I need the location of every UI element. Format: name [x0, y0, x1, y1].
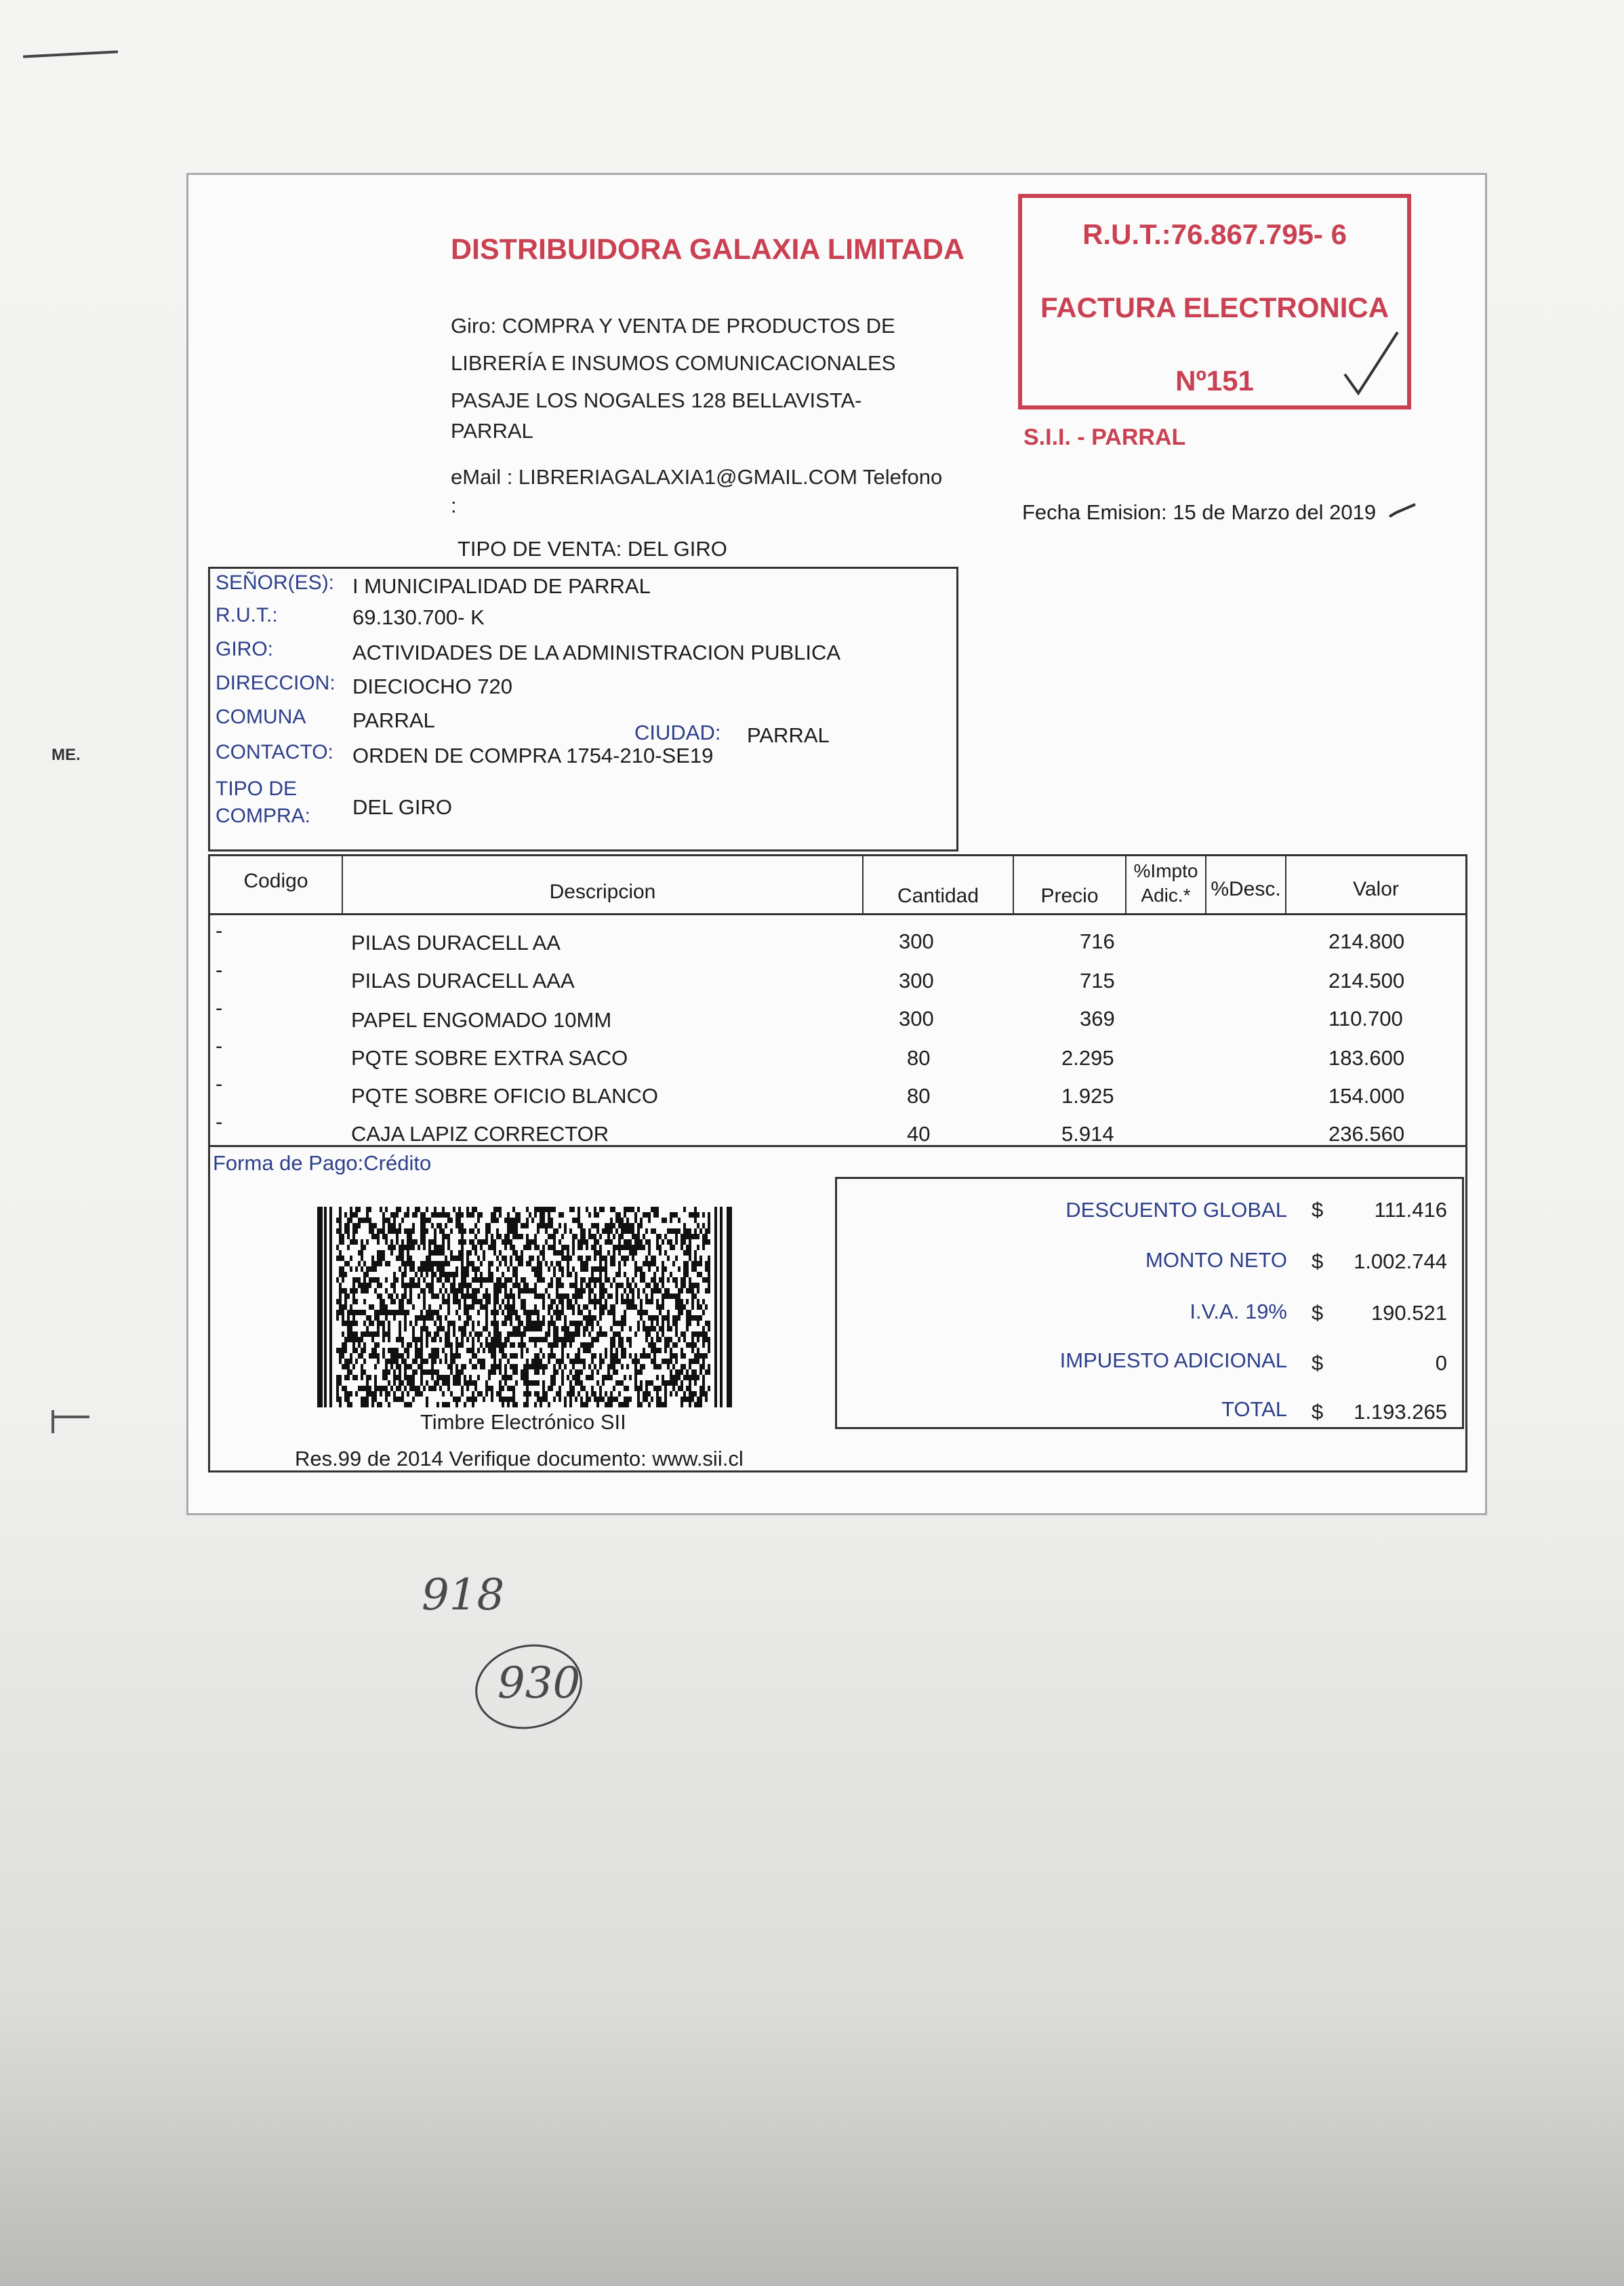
totals-box: DESCUENTO GLOBAL $ 111.416 MONTO NETO $ 1.002.744 I.V.A. 19% $ 190.521 IMPUESTO ADICIONAL $ 0 TOTAL $ 1.193.265 [835, 1177, 1464, 1429]
scan-mark-left [52, 1416, 89, 1418]
company-phone-line: : [451, 494, 457, 517]
margin-note: ME. [52, 746, 81, 764]
client-comuna: PARRAL [352, 708, 435, 732]
document-type: FACTURA ELECTRONICA [1040, 292, 1389, 323]
company-address-line1: PASAJE LOS NOGALES 128 BELLAVISTA- [451, 388, 862, 412]
client-giro: ACTIVIDADES DE LA ADMINISTRACION PUBLICA [352, 641, 841, 664]
company-name: DISTRIBUIDORA GALAXIA LIMITADA [451, 233, 965, 266]
scan-mark-top [23, 50, 118, 58]
client-city: PARRAL [747, 723, 830, 747]
sii-office: S.I.I. - PARRAL [1023, 424, 1186, 450]
client-giro-label: GIRO: [216, 638, 274, 660]
company-address-line2: PARRAL [451, 419, 533, 443]
document-id-box [1018, 194, 1411, 409]
client-contact-label: CONTACTO: [216, 741, 333, 763]
header-divider [210, 913, 1465, 915]
document-number: Nº151 [1175, 365, 1254, 397]
sale-type: TIPO DE VENTA: DEL GIRO [458, 537, 727, 561]
client-city-label: CIUDAD: [634, 721, 721, 744]
client-purchase-type: DEL GIRO [352, 795, 452, 819]
handwritten-note-930: 930 [498, 1658, 581, 1708]
company-email-line: eMail : LIBRERIAGALAXIA1@GMAIL.COM Telefono [451, 465, 943, 489]
date-checkmark-icon [1388, 502, 1417, 521]
client-purchase-type-label-1: TIPO DE [216, 778, 298, 800]
scan-mark-left-tick [52, 1410, 54, 1433]
company-giro-line1: Giro: COMPRA Y VENTA DE PRODUCTOS DE [451, 314, 895, 338]
issue-date: Fecha Emision: 15 de Marzo del 2019 [1022, 500, 1377, 524]
client-contact: ORDEN DE COMPRA 1754-210-SE19 [352, 744, 714, 767]
header-desc: %Desc. [1206, 856, 1286, 915]
handwritten-note-918: 918 [422, 1570, 505, 1620]
client-address: DIECIOCHO 720 [352, 675, 513, 698]
header-descripcion: Descripcion [343, 856, 864, 915]
header-precio: Precio [1014, 856, 1126, 915]
header-impto-adic: %Impto Adic.* [1126, 856, 1206, 915]
sii-resolution: Res.99 de 2014 Verifique documento: www.sii.cl [295, 1447, 744, 1470]
header-cantidad: Cantidad [864, 856, 1014, 915]
client-info-box [208, 567, 958, 851]
timbre-label: Timbre Electrónico SII [420, 1410, 626, 1434]
company-giro-line2: LIBRERÍA E INSUMOS COMUNICACIONALES [451, 351, 896, 375]
client-name-label: SEÑOR(ES): [216, 572, 335, 594]
client-rut: 69.130.700- K [352, 605, 485, 629]
header-valor: Valor [1353, 878, 1399, 900]
items-table: Codigo Descripcion Cantidad Precio %Impto Adic.* %Desc. Valor - PILAS DURACELL AA 300 716 214.800 - PILAS DURACELL AAA 300 715 214.500 - PAPEL ENGOMADO 10MM 300 369 110.700 - PQTE SOBRE EXTRA SACO 80 2.295 183.600 - PQTE SOBRE OFICIO BLANCO 80 1.925 154.000 - CAJA LAPIZ CORRECTOR 40 5.914 236.560 [208, 854, 1467, 1147]
client-comuna-label: COMUNA [216, 706, 306, 728]
checkmark-icon [1341, 327, 1402, 401]
client-address-label: DIRECCION: [216, 672, 336, 694]
client-name: I MUNICIPALIDAD DE PARRAL [352, 574, 651, 598]
client-purchase-type-label-2: COMPRA: [216, 805, 311, 827]
payment-method: Forma de Pago:Crédito [213, 1151, 432, 1175]
issuer-rut: R.U.T.:76.867.795- 6 [1082, 218, 1347, 250]
client-rut-label: R.U.T.: [216, 604, 278, 626]
timbre-barcode-icon [317, 1207, 732, 1407]
header-codigo: Codigo [210, 856, 343, 915]
